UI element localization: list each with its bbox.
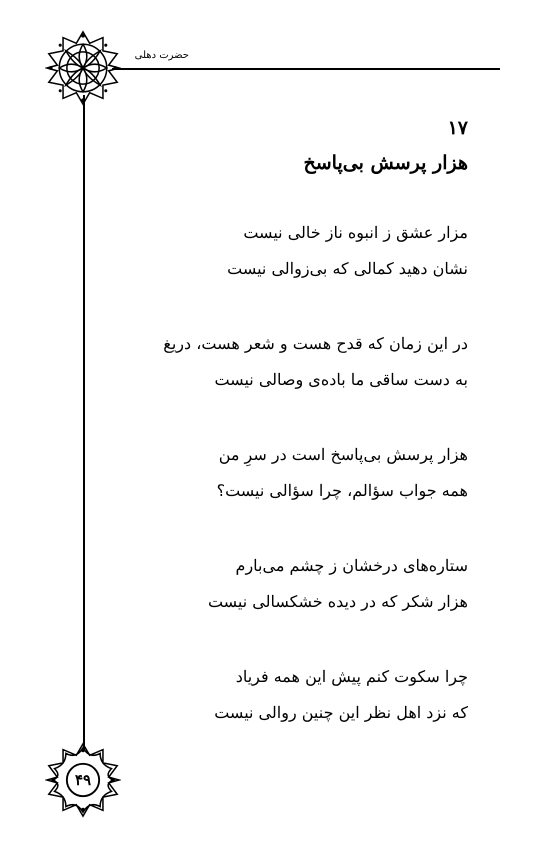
margin-rule [83, 95, 85, 750]
poem-title: هزار پرسش بی‌پاسخ [303, 152, 468, 174]
stanza [108, 437, 468, 509]
poem-stanzas [108, 215, 468, 731]
stanza [108, 215, 468, 287]
stanza [108, 326, 468, 398]
verse-line: ستاره‌های درخشان ز چشم می‌بارم [235, 556, 468, 575]
verse-line: که نزد اهل نظر این چنین روالی نیست [214, 703, 468, 722]
verse-line: چرا سکوت کنم پیش این همه فریاد [235, 667, 468, 686]
poem-block [108, 108, 468, 731]
verse-line: هزار شکر که در دیده خشکسالی نیست [207, 592, 468, 611]
verse-line: به دست ساقی ما باده‌ی وصالی نیست [214, 370, 468, 389]
running-head: حضرت دهلی [134, 50, 189, 61]
verse-line: در این زمان که قدح هست و شعر هست، دریغ [163, 334, 468, 353]
verse-line: مزار عشق ز انبوه ناز خالی نیست [243, 223, 468, 242]
page-number: ۴۹ [74, 771, 92, 789]
stanza [108, 659, 468, 731]
header-rule [112, 68, 500, 70]
verse-line: نشان دهید کمالی که بی‌زوالی نیست [227, 259, 468, 278]
verse-line: هزار پرسش بی‌پاسخ است در سرِ من [218, 445, 468, 464]
poem-number: ۱۷ [447, 117, 468, 139]
verse-line: همه جواب سؤالم، چرا سؤالی نیست؟ [216, 481, 468, 500]
stanza [108, 548, 468, 620]
